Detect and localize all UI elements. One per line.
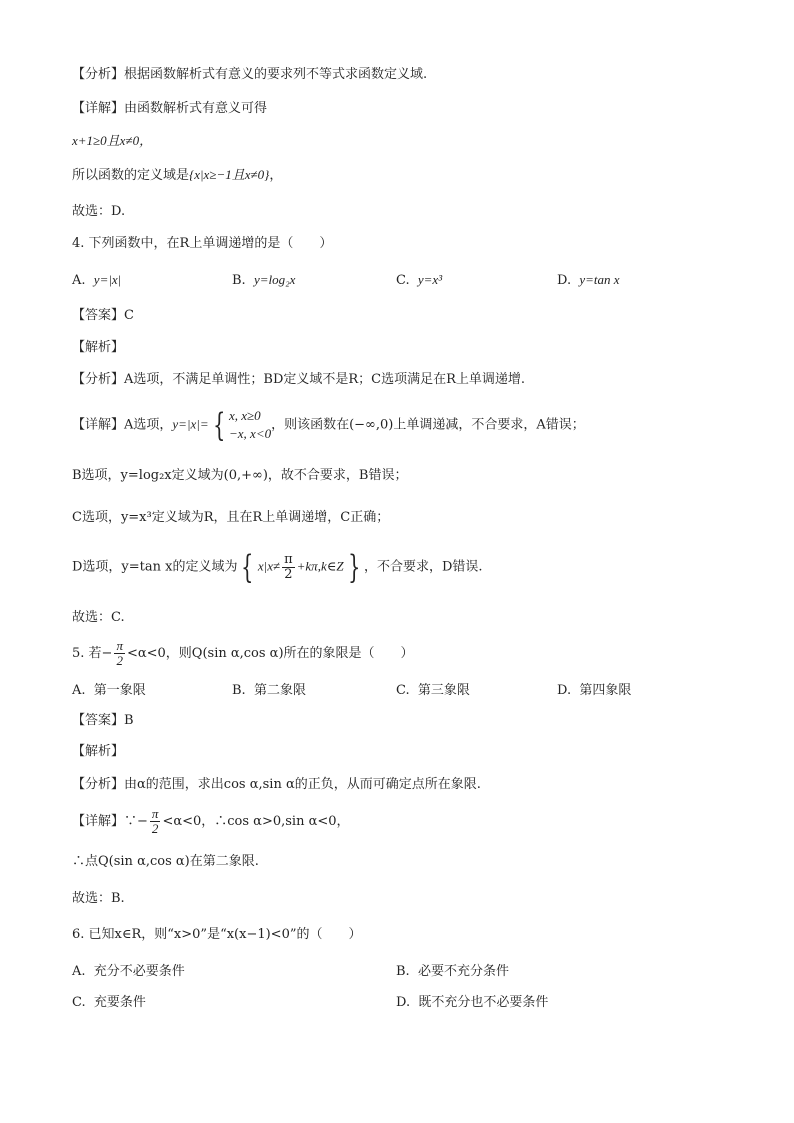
frac-den: 2 — [116, 653, 123, 668]
q4-detail-c: C选项，y=x³定义域为R，且在R上单调递增，C正确； — [72, 510, 390, 525]
detail-a-expr: y=|x|= — [172, 416, 209, 432]
frac-num: π — [284, 551, 293, 567]
detail-text: 由函数解析式有意义可得 — [124, 101, 268, 116]
option-expr: y=log₂x — [253, 272, 296, 287]
case-1: x, x≥0 — [229, 408, 261, 423]
q5-choose: 故选：B. — [72, 891, 125, 906]
option-text: 第三象限 — [417, 683, 470, 698]
answer-label: 【答案】 — [72, 308, 125, 323]
option-expr: y=|x| — [93, 272, 122, 287]
option-label: B. — [232, 273, 246, 288]
fraction — [282, 553, 295, 582]
q4-option-d — [557, 271, 620, 290]
q3-choose: 故选：D. — [72, 204, 126, 219]
q6-option-a — [72, 963, 185, 981]
option-text: 充分不必要条件 — [93, 964, 185, 979]
detail-d-suffix: ，不合要求，D错误. — [363, 559, 483, 575]
left-brace: { — [241, 548, 254, 586]
q6-stem: 6. 已知x∈R，则“x>0”是“x(x−1)<0”的（ ） — [72, 927, 362, 942]
option-text: 第一象限 — [93, 683, 146, 698]
option-label: D. — [396, 995, 411, 1010]
stem-suffix: <α<0，则Q(sin α,cos α)所在的象限是（ ） — [126, 646, 414, 661]
frac-den: 2 — [284, 566, 293, 582]
frac-num: π — [151, 806, 159, 821]
q5-option-a — [72, 682, 146, 700]
analysis-label: 【分析】 — [72, 67, 125, 82]
detail-label: 【详解】 — [72, 814, 125, 829]
detail-label: 【详解】 — [72, 101, 125, 116]
q5-option-b — [232, 682, 306, 700]
option-text: 必要不充分条件 — [417, 964, 509, 979]
q3-detail — [72, 100, 267, 118]
q4-option-c — [396, 271, 442, 290]
q4-stem: 4. 下列函数中，在R上单调递增的是（ ） — [72, 236, 333, 251]
answer-label: 【答案】 — [72, 713, 125, 728]
fraction — [114, 639, 125, 668]
option-label: C. — [72, 995, 86, 1010]
option-label: A. — [72, 964, 86, 979]
q5-option-c — [396, 682, 470, 700]
option-label: B. — [232, 683, 246, 698]
q3-analysis — [72, 66, 427, 84]
option-label: C. — [396, 273, 410, 288]
detail-label: 【详解】 — [72, 417, 125, 433]
option-label: D. — [557, 273, 572, 288]
option-text: 充要条件 — [93, 995, 146, 1010]
option-expr: y=tan x — [579, 272, 620, 287]
q5-conclusion: ∴点Q(sin α,cos α)在第二象限. — [72, 854, 259, 869]
q6-option-d — [396, 994, 548, 1012]
q4-answer — [72, 307, 134, 325]
option-expr: y=x³ — [417, 272, 443, 287]
answer-value: B — [124, 713, 134, 728]
stem-prefix: 5. 若− — [72, 646, 113, 661]
q3-condition: x+1≥0且x≠0， — [72, 133, 153, 148]
detail-a-suffix: ，则该函数在(−∞,0)上单调递减，不合要求，A错误； — [271, 417, 585, 433]
domain-prefix: 所以函数的定义域是 — [72, 168, 190, 183]
option-text: 第四象限 — [579, 683, 632, 698]
analysis-label: 【分析】 — [72, 372, 125, 387]
option-text: 既不充分也不必要条件 — [418, 995, 549, 1010]
case-2: −x, x<0 — [229, 426, 272, 441]
q5-stem — [72, 639, 414, 668]
frac-num: π — [116, 638, 123, 653]
q3-domain — [72, 166, 282, 185]
right-brace: } — [347, 548, 360, 586]
option-text: 第二象限 — [253, 683, 306, 698]
q6-option-c — [72, 994, 146, 1012]
q4-analysis — [72, 371, 525, 389]
option-label: D. — [557, 683, 572, 698]
analysis-label: 【分析】 — [72, 777, 125, 792]
q6-option-b — [396, 963, 509, 981]
q4-detail-b: B选项，y=log₂x定义域为(0,+∞)，故不合要求，B错误； — [72, 468, 408, 483]
frac-den: 2 — [151, 821, 159, 836]
option-label: C. — [396, 683, 410, 698]
q5-detail — [72, 807, 350, 836]
domain-suffix: ， — [269, 168, 283, 183]
q5-option-d — [557, 682, 631, 700]
answer-value: C — [124, 308, 134, 323]
analysis-text: 根据函数解析式有意义的要求列不等式求函数定义域. — [124, 67, 428, 82]
detail-a-prefix: A选项， — [124, 417, 173, 433]
q5-answer — [72, 712, 134, 730]
q4-solution-label: 【解析】 — [72, 340, 125, 355]
q4-detail-d — [72, 548, 483, 586]
domain-set: {x|x≥−1且x≠0} — [189, 167, 270, 182]
detail-suffix: <α<0，∴cos α>0,sin α<0， — [162, 814, 350, 829]
fraction — [150, 807, 161, 836]
q5-solution-label: 【解析】 — [72, 744, 125, 759]
q4-detail-a — [72, 407, 585, 443]
q4-option-b — [232, 271, 295, 290]
set-left: x|x≠ — [257, 558, 281, 574]
q4-option-a — [72, 271, 121, 290]
q4-choose: 故选：C. — [72, 610, 125, 625]
analysis-text: A选项，不满足单调性；BD定义域不是R；C选项满足在R上单调递增. — [124, 372, 526, 387]
analysis-text: 由α的范围，求出cos α,sin α的正负，从而可确定点所在象限. — [124, 777, 481, 792]
q5-analysis — [72, 776, 481, 794]
option-label: B. — [396, 964, 410, 979]
detail-prefix: ∵− — [124, 814, 148, 829]
option-label: A. — [72, 273, 86, 288]
detail-d-prefix: D选项，y=tan x的定义域为 — [72, 559, 238, 575]
option-label: A. — [72, 683, 86, 698]
left-brace: { — [212, 406, 225, 444]
set-right: +kπ,k∈Z — [296, 558, 344, 574]
piecewise-cases — [229, 407, 271, 443]
